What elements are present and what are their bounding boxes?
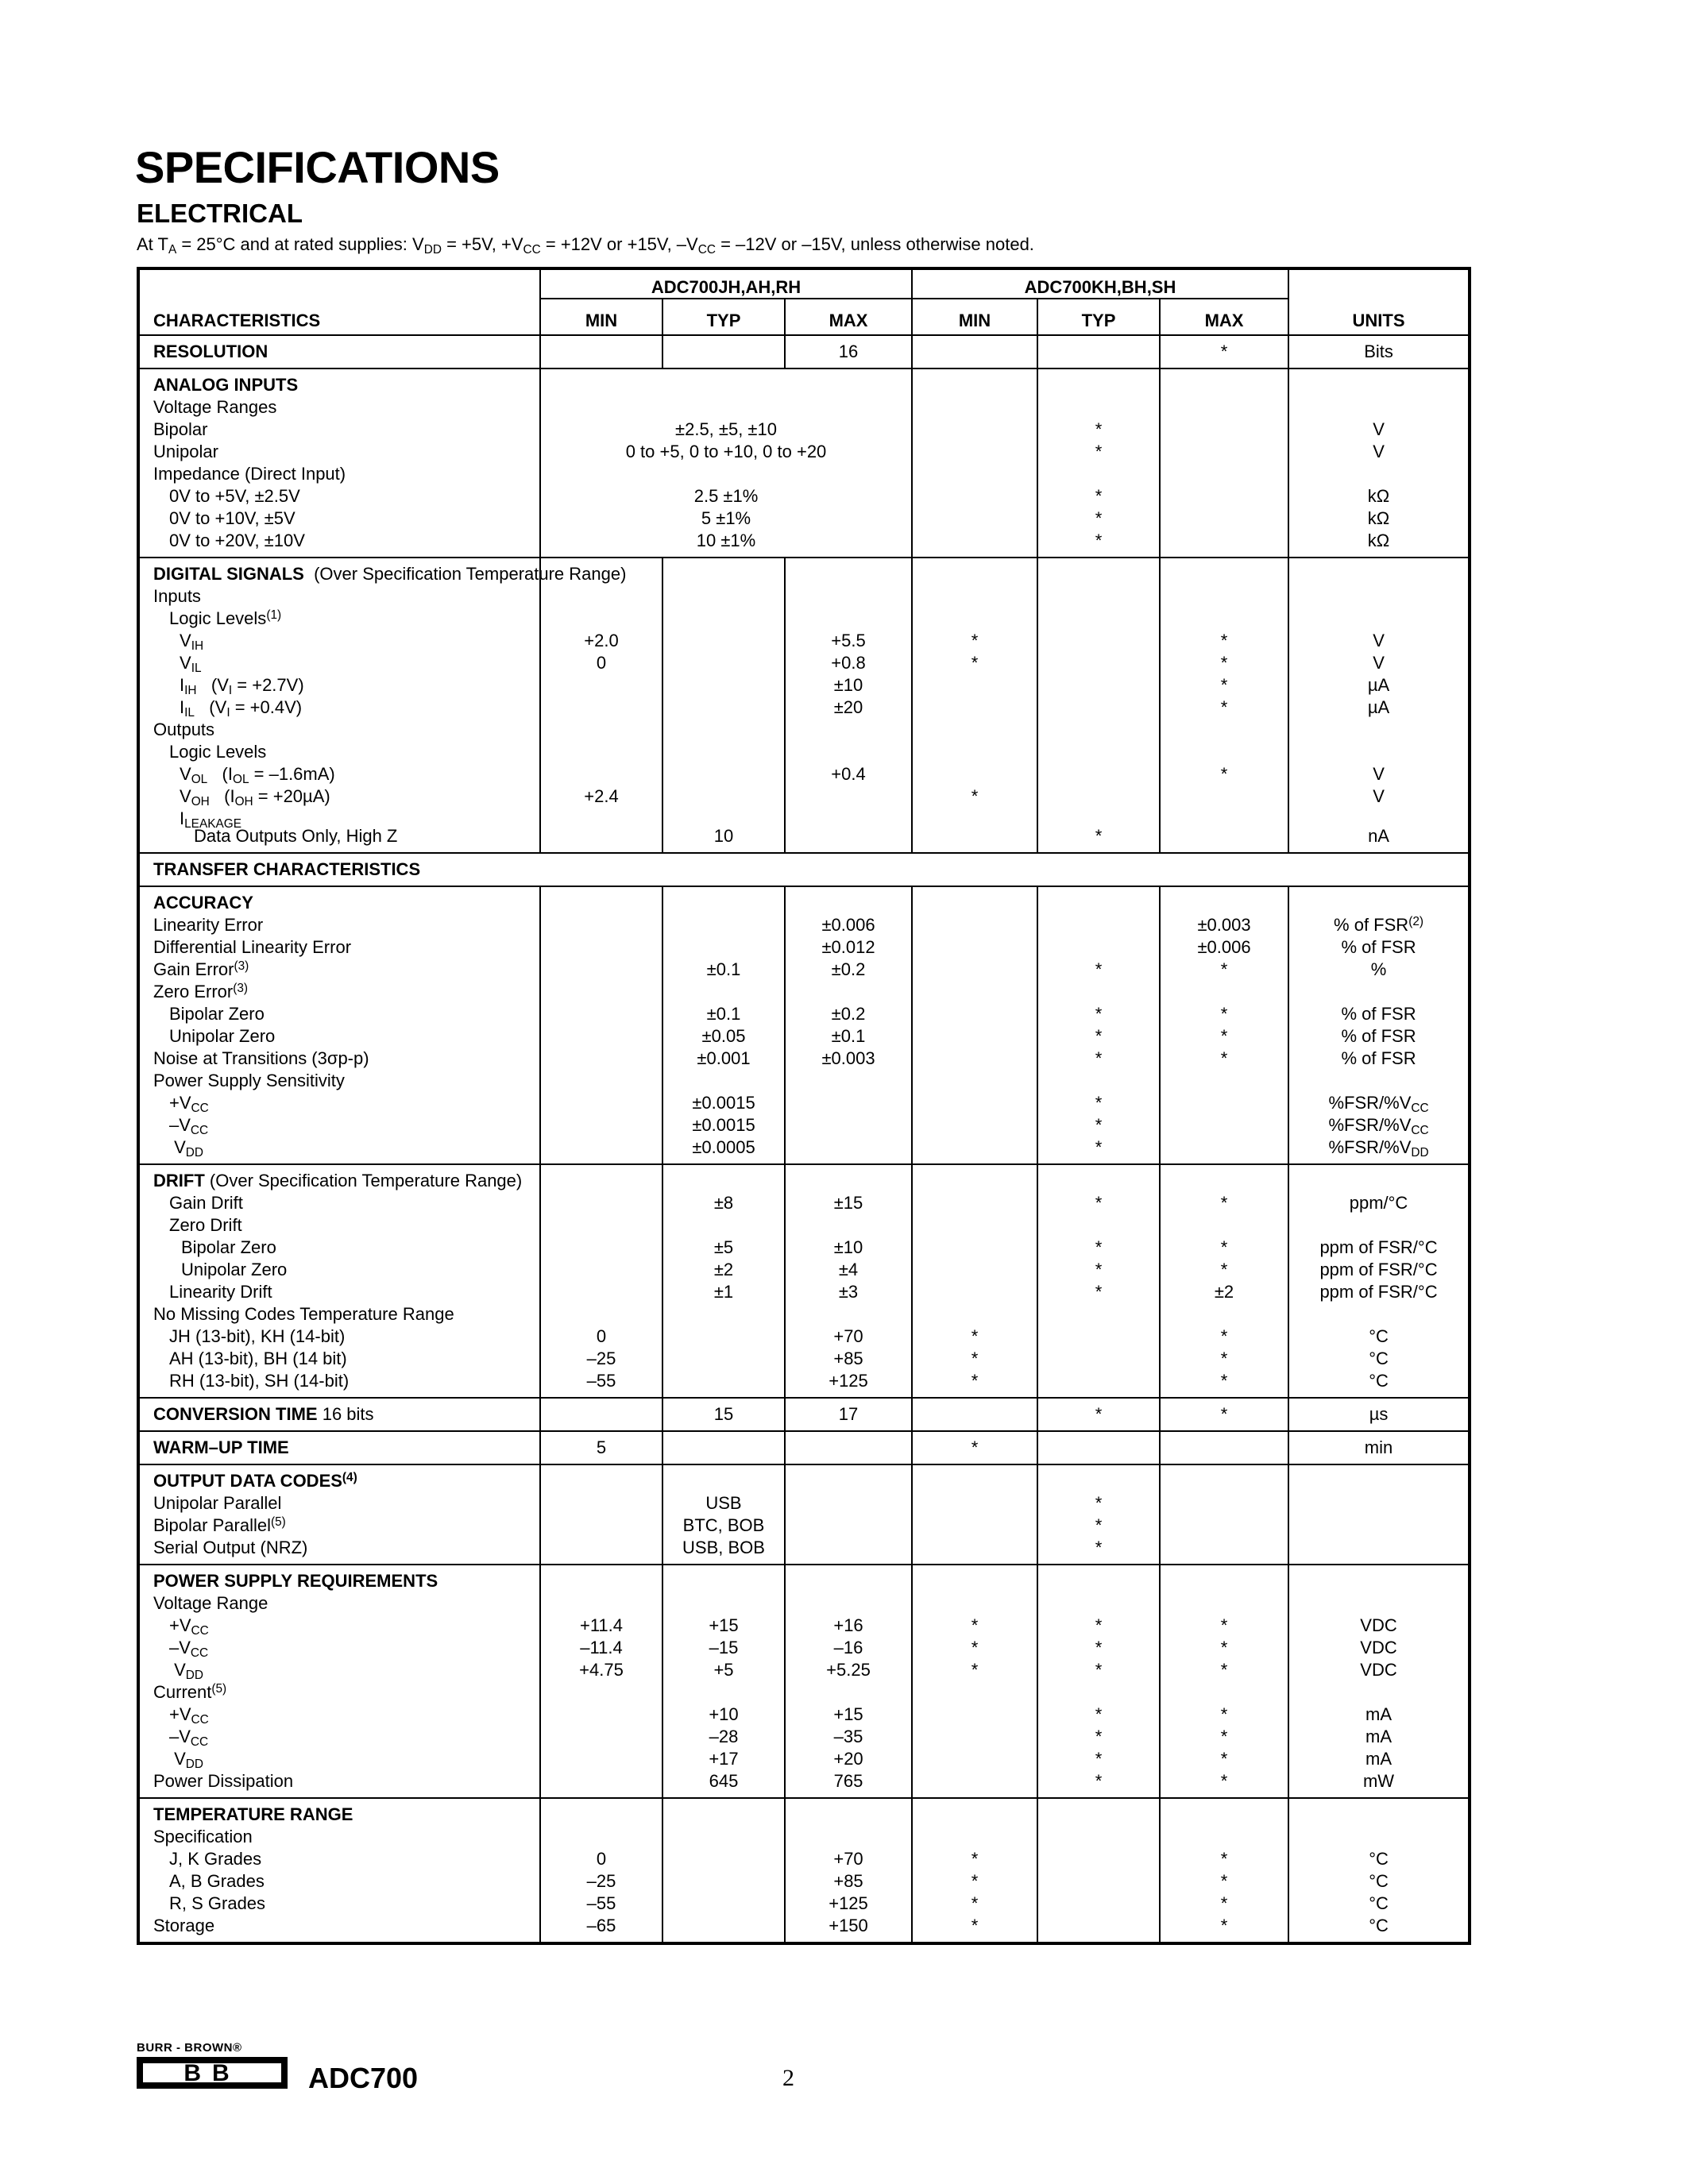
star: * bbox=[1220, 1749, 1228, 1769]
analog-imp3: 0V to +20V, ±10V bbox=[169, 531, 305, 550]
accuracy-pvcc: $+V_{CC}$ bbox=[169, 1093, 209, 1115]
accuracy-nvcc: $-V_{CC}$ bbox=[169, 1115, 209, 1137]
star: * bbox=[1095, 1704, 1103, 1724]
drift-gain-max: ±15 bbox=[833, 1193, 863, 1213]
conversion-units: µs bbox=[1369, 1404, 1389, 1424]
unit-pss-nvcc: $\%FSR/\%V_{CC}$ bbox=[1328, 1115, 1429, 1137]
drift-gain: Gain Drift bbox=[169, 1193, 243, 1213]
star: * bbox=[1095, 1237, 1103, 1257]
unit-pss-vdd: $\%FSR/\%V_{DD}$ bbox=[1328, 1137, 1429, 1160]
svg-text:BB: BB bbox=[183, 2060, 241, 2086]
analog-bipolar: Bipolar bbox=[153, 419, 208, 439]
analog-imp2: 0V to +10V, ±5V bbox=[169, 508, 295, 528]
header-max-2: MAX bbox=[1160, 299, 1288, 335]
conversion-label: CONVERSION TIME bbox=[153, 1404, 318, 1424]
section-accuracy bbox=[138, 886, 1470, 1164]
codes-up-val: USB bbox=[705, 1493, 742, 1513]
star: * bbox=[1095, 1404, 1103, 1424]
uz-max: ±0.1 bbox=[831, 1026, 866, 1046]
star: * bbox=[1095, 1115, 1103, 1135]
temp-st: Storage bbox=[153, 1916, 215, 1935]
nvcc-typ: –15 bbox=[709, 1638, 739, 1657]
star: * bbox=[1220, 1193, 1228, 1213]
unit-kohm: kΩ bbox=[1367, 531, 1390, 550]
star: * bbox=[1095, 1660, 1103, 1680]
digital-inputs: Inputs bbox=[153, 586, 201, 606]
star: * bbox=[971, 631, 979, 650]
star: * bbox=[1220, 1371, 1228, 1391]
nvcc-max: –16 bbox=[833, 1638, 863, 1657]
star: * bbox=[1095, 1727, 1103, 1746]
star: * bbox=[1220, 1004, 1228, 1024]
drift-bz: Bipolar Zero bbox=[181, 1237, 276, 1257]
pvcc-max: +16 bbox=[833, 1615, 863, 1635]
drift-jh: JH (13-bit), KH (14-bit) bbox=[169, 1326, 346, 1346]
unit-fsr: % of FSR bbox=[1341, 1048, 1416, 1068]
analog-imp3-value: 10 ±1% bbox=[696, 531, 756, 550]
unit-ma: mA bbox=[1365, 1749, 1393, 1769]
st-min: –65 bbox=[586, 1916, 616, 1935]
unit-vdc: VDC bbox=[1360, 1615, 1397, 1635]
header-units: UNITS bbox=[1288, 268, 1470, 335]
star: * bbox=[1220, 1349, 1228, 1368]
unit-c: °C bbox=[1369, 1849, 1389, 1869]
ivdd-typ: +17 bbox=[709, 1749, 739, 1769]
ipvcc-max: +15 bbox=[833, 1704, 863, 1724]
ah-max: +85 bbox=[833, 1349, 863, 1368]
unit-vdc: VDC bbox=[1360, 1660, 1397, 1680]
unit-v: V bbox=[1373, 786, 1385, 806]
section-temperature bbox=[138, 1798, 1470, 1943]
star: * bbox=[1095, 508, 1103, 528]
bz-max: ±0.2 bbox=[831, 1004, 866, 1024]
vdd-min: +4.75 bbox=[579, 1660, 624, 1680]
resolution-units: Bits bbox=[1364, 341, 1393, 361]
accuracy-dlin: Differential Linearity Error bbox=[153, 937, 352, 957]
drift-lin-max2: ±2 bbox=[1214, 1282, 1234, 1302]
power-vr: Voltage Range bbox=[153, 1593, 268, 1613]
pvcc-typ: +15 bbox=[709, 1615, 739, 1635]
section-digital-signals bbox=[138, 558, 1470, 853]
drift-gain-typ: ±8 bbox=[713, 1193, 734, 1213]
star: * bbox=[971, 786, 979, 806]
vil-max: +0.8 bbox=[831, 653, 866, 673]
warmup-label: WARM–UP TIME bbox=[153, 1437, 289, 1457]
digital-logic-levels: Logic Levels$^{(1)}$ bbox=[169, 608, 282, 628]
analog-imp1: 0V to +5V, ±2.5V bbox=[169, 486, 300, 506]
section-output-codes bbox=[138, 1464, 1470, 1565]
star: * bbox=[971, 1893, 979, 1913]
noise-typ: ±0.001 bbox=[697, 1048, 751, 1068]
vdd-typ: +5 bbox=[713, 1660, 734, 1680]
ileak-typ: 10 bbox=[713, 826, 734, 846]
unit-pss-pvcc: $\%FSR/\%V_{CC}$ bbox=[1328, 1093, 1429, 1115]
header-group-jh: ADC700JH,AH,RH bbox=[540, 268, 912, 299]
star: * bbox=[971, 1660, 979, 1680]
conversion-max: 17 bbox=[838, 1404, 859, 1424]
power-vdd: $V_{DD}$ bbox=[169, 1660, 204, 1682]
section-subtitle: ELECTRICAL bbox=[137, 199, 303, 228]
vih-min: +2.0 bbox=[584, 631, 619, 650]
iih-max: ±10 bbox=[833, 675, 863, 695]
star: * bbox=[971, 1349, 979, 1368]
star: * bbox=[1095, 1026, 1103, 1046]
drift-uz: Unipolar Zero bbox=[181, 1260, 288, 1279]
unit-c: °C bbox=[1369, 1871, 1389, 1891]
unit-ua: µA bbox=[1367, 697, 1390, 717]
resolution-max: 16 bbox=[838, 341, 859, 361]
digital-ileakage: $I_{LEAKAGE}$ bbox=[180, 808, 241, 831]
page-number: 2 bbox=[782, 2065, 794, 2091]
analog-impedance: Impedance (Direct Input) bbox=[153, 464, 346, 484]
star: * bbox=[1220, 1660, 1228, 1680]
st-max: +150 bbox=[829, 1916, 868, 1935]
gain-max: ±0.2 bbox=[831, 959, 866, 979]
transfer-label: TRANSFER CHARACTERISTICS bbox=[153, 859, 421, 879]
unit-c: °C bbox=[1369, 1326, 1389, 1346]
bz-typ: ±0.1 bbox=[706, 1004, 741, 1024]
star: * bbox=[1095, 1515, 1103, 1535]
digital-label: DIGITAL SIGNALS bbox=[153, 564, 304, 584]
star: * bbox=[1095, 1137, 1103, 1157]
star: * bbox=[1095, 1771, 1103, 1791]
unit-dlin: % of FSR bbox=[1341, 937, 1416, 957]
star: * bbox=[1220, 1916, 1228, 1935]
unit-v: V bbox=[1373, 764, 1385, 784]
test-conditions: At $T_A = 25^\circ C$ and at rated supplies: $V_{DD} = +5V$, $+V_{CC} = +12V$ or +15V, $-V_{CC} = -12V$ or –15V, unless otherwise noted. bbox=[137, 234, 1034, 257]
star: * bbox=[1220, 1871, 1228, 1891]
star: * bbox=[1095, 1282, 1103, 1302]
uz-typ: ±0.05 bbox=[701, 1026, 746, 1046]
digital-iih: $I_{IH}$ $(V_I = +2.7V)$ bbox=[180, 675, 304, 697]
star: * bbox=[971, 1916, 979, 1935]
star: * bbox=[1095, 1493, 1103, 1513]
dlin-max2: ±0.006 bbox=[1197, 937, 1251, 957]
header-min: MIN bbox=[540, 299, 662, 335]
power-label: POWER SUPPLY REQUIREMENTS bbox=[153, 1571, 438, 1591]
rh-min: –55 bbox=[586, 1371, 616, 1391]
analog-unipolar: Unipolar bbox=[153, 442, 218, 461]
unit-v: V bbox=[1373, 631, 1385, 650]
header-group-kh: ADC700KH,BH,SH bbox=[912, 268, 1288, 299]
accuracy-lin: Linearity Error bbox=[153, 915, 264, 935]
codes-bp: Bipolar Parallel$^{(5)}$ bbox=[153, 1515, 286, 1535]
jk-min: 0 bbox=[596, 1849, 607, 1869]
unit-fsr: % of FSR bbox=[1341, 1026, 1416, 1046]
accuracy-label: ACCURACY bbox=[153, 893, 253, 913]
accuracy-pss: Power Supply Sensitivity bbox=[153, 1071, 345, 1090]
unit-v: V bbox=[1373, 442, 1385, 461]
digital-logic-levels-out: Logic Levels bbox=[169, 742, 267, 762]
star: * bbox=[1095, 1260, 1103, 1279]
unit-ppm: ppm of FSR/°C bbox=[1319, 1237, 1438, 1257]
accuracy-vdd: $V_{DD}$ bbox=[169, 1137, 204, 1160]
analog-voltage-ranges: Voltage Ranges bbox=[153, 397, 277, 417]
star: * bbox=[971, 1371, 979, 1391]
unit-ma: mA bbox=[1365, 1727, 1393, 1746]
star: * bbox=[1220, 1727, 1228, 1746]
star: * bbox=[1095, 1749, 1103, 1769]
ah-min: –25 bbox=[586, 1349, 616, 1368]
vil-min: 0 bbox=[596, 653, 607, 673]
star: * bbox=[1220, 1849, 1228, 1869]
star: * bbox=[1220, 764, 1228, 784]
star: * bbox=[1220, 1237, 1228, 1257]
conversion-typ: 15 bbox=[713, 1404, 734, 1424]
pd-max: 765 bbox=[833, 1771, 863, 1791]
star: * bbox=[1095, 959, 1103, 979]
voh-min: +2.4 bbox=[584, 786, 619, 806]
star: * bbox=[971, 1615, 979, 1635]
star: * bbox=[1095, 1048, 1103, 1068]
unit-v: V bbox=[1373, 419, 1385, 439]
star: * bbox=[1095, 1093, 1103, 1113]
star: * bbox=[1220, 1615, 1228, 1635]
analog-unipolar-value: 0 to +5, 0 to +10, 0 to +20 bbox=[625, 442, 827, 461]
analog-label: ANALOG INPUTS bbox=[153, 375, 299, 395]
section-power bbox=[138, 1565, 1470, 1798]
codes-label: OUTPUT DATA CODES$^{(4)}$ bbox=[153, 1471, 357, 1491]
analog-imp2-value: 5 ±1% bbox=[701, 508, 751, 528]
pd-typ: 645 bbox=[709, 1771, 739, 1791]
ab-max: +85 bbox=[833, 1871, 863, 1891]
header-typ: TYP bbox=[662, 299, 785, 335]
section-transfer bbox=[138, 853, 1470, 886]
digital-iil: $I_{IL}$ $(V_I = +0.4V)$ bbox=[180, 697, 303, 720]
power-nvcc: $-V_{CC}$ bbox=[169, 1638, 209, 1660]
star: * bbox=[1220, 1026, 1228, 1046]
digital-vol: $V_{OL}$ $(I_{OL} = -1.6mA)$ bbox=[180, 764, 335, 786]
unit-gain: % bbox=[1370, 959, 1387, 979]
section-resolution bbox=[138, 335, 1470, 369]
unit-v: V bbox=[1373, 653, 1385, 673]
star: * bbox=[1095, 531, 1103, 550]
digital-vil: $V_{IL}$ bbox=[180, 653, 202, 675]
unit-kohm: kΩ bbox=[1367, 508, 1390, 528]
accuracy-bz: Bipolar Zero bbox=[169, 1004, 265, 1024]
unit-gain-drift: ppm/°C bbox=[1349, 1193, 1408, 1213]
star: * bbox=[1220, 1638, 1228, 1657]
lin-max: ±0.006 bbox=[821, 915, 875, 935]
accuracy-noise: Noise at Transitions (3σp-p) bbox=[153, 1048, 369, 1068]
resolution-max2: * bbox=[1220, 341, 1228, 361]
section-conversion-time bbox=[138, 1398, 1470, 1431]
section-drift bbox=[138, 1164, 1470, 1398]
digital-voh: $V_{OH}$ $(I_{OH} = +20\mu A)$ bbox=[180, 786, 330, 808]
section-warmup bbox=[138, 1431, 1470, 1464]
rs-max: +125 bbox=[829, 1893, 868, 1913]
power-pvcc: $+V_{CC}$ bbox=[169, 1615, 209, 1638]
drift-lin-max: ±3 bbox=[838, 1282, 859, 1302]
star: * bbox=[1095, 442, 1103, 461]
star: * bbox=[1095, 826, 1103, 846]
unit-ppm: ppm of FSR/°C bbox=[1319, 1260, 1438, 1279]
star: * bbox=[1220, 697, 1228, 717]
star: * bbox=[1095, 1615, 1103, 1635]
unit-ppm: ppm of FSR/°C bbox=[1319, 1282, 1438, 1302]
star: * bbox=[971, 1638, 979, 1657]
unit-na: nA bbox=[1368, 826, 1389, 846]
accuracy-uz: Unipolar Zero bbox=[169, 1026, 276, 1046]
invcc-max: –35 bbox=[833, 1727, 863, 1746]
resolution-label: RESOLUTION bbox=[153, 341, 268, 361]
temp-jk: J, K Grades bbox=[169, 1849, 262, 1869]
unit-ua: µA bbox=[1367, 675, 1390, 695]
temp-spec: Specification bbox=[153, 1827, 253, 1846]
star: * bbox=[1220, 1771, 1228, 1791]
star: * bbox=[971, 1849, 979, 1869]
power-ipvcc: $+V_{CC}$ bbox=[169, 1704, 209, 1727]
dlin-max: ±0.012 bbox=[821, 937, 875, 957]
star: * bbox=[971, 653, 979, 673]
star: * bbox=[971, 1326, 979, 1346]
unit-c: °C bbox=[1369, 1893, 1389, 1913]
iil-max: ±20 bbox=[833, 697, 863, 717]
power-pd: Power Dissipation bbox=[153, 1771, 294, 1791]
warmup-units: min bbox=[1364, 1437, 1393, 1457]
accuracy-zero: Zero Error$^{(3)}$ bbox=[153, 982, 249, 1001]
temp-label: TEMPERATURE RANGE bbox=[153, 1804, 353, 1824]
unit-fsr: % of FSR bbox=[1341, 1004, 1416, 1024]
header-row-groups bbox=[138, 268, 1470, 299]
vih-max: +5.5 bbox=[831, 631, 866, 650]
codes-so: Serial Output (NRZ) bbox=[153, 1538, 308, 1557]
unit-kohm: kΩ bbox=[1367, 486, 1390, 506]
star: * bbox=[1220, 1326, 1228, 1346]
nvcc-min: –11.4 bbox=[580, 1638, 623, 1657]
unit-vdc: VDC bbox=[1360, 1638, 1397, 1657]
power-invcc: $-V_{CC}$ bbox=[169, 1727, 209, 1749]
lin-max2: ±0.003 bbox=[1197, 915, 1251, 935]
star: * bbox=[1220, 1260, 1228, 1279]
star: * bbox=[1095, 1004, 1103, 1024]
temp-ab: A, B Grades bbox=[169, 1871, 265, 1891]
star: * bbox=[971, 1871, 979, 1891]
drift-label-note: (Over Specification Temperature Range) bbox=[209, 1171, 523, 1190]
star: * bbox=[1220, 631, 1228, 650]
unit-c: °C bbox=[1369, 1916, 1389, 1935]
power-ivdd: $V_{DD}$ bbox=[169, 1749, 204, 1771]
codes-bp-val: BTC, BOB bbox=[682, 1515, 765, 1535]
section-analog-inputs bbox=[138, 369, 1470, 558]
star: * bbox=[1220, 1404, 1228, 1424]
star: * bbox=[971, 1437, 979, 1457]
header-max: MAX bbox=[785, 299, 912, 335]
ab-min: –25 bbox=[586, 1871, 616, 1891]
unit-c: °C bbox=[1369, 1371, 1389, 1391]
vol-max: +0.4 bbox=[831, 764, 866, 784]
ivdd-max: +20 bbox=[833, 1749, 863, 1769]
drift-rh: RH (13-bit), SH (14-bit) bbox=[169, 1371, 350, 1391]
digital-outputs: Outputs bbox=[153, 720, 215, 739]
page-title: SPECIFICATIONS bbox=[135, 142, 500, 192]
star: * bbox=[1095, 1638, 1103, 1657]
power-current: Current$^{(5)}$ bbox=[153, 1682, 227, 1702]
star: * bbox=[1220, 653, 1228, 673]
unit-ma: mA bbox=[1365, 1704, 1393, 1724]
conversion-note: 16 bits bbox=[322, 1404, 374, 1424]
vdd-typ: ±0.0005 bbox=[692, 1137, 755, 1157]
star: * bbox=[1220, 959, 1228, 979]
star: * bbox=[1095, 419, 1103, 439]
drift-ah: AH (13-bit), BH (14 bit) bbox=[169, 1349, 347, 1368]
temp-rs: R, S Grades bbox=[169, 1893, 266, 1913]
jh-max: +70 bbox=[833, 1326, 863, 1346]
unit-c: °C bbox=[1369, 1349, 1389, 1368]
rs-min: –55 bbox=[586, 1893, 616, 1913]
noise-max: ±0.003 bbox=[821, 1048, 875, 1068]
rh-max: +125 bbox=[829, 1371, 868, 1391]
digital-label-note: (Over Specification Temperature Range) bbox=[314, 564, 627, 584]
drift-zero: Zero Drift bbox=[169, 1215, 242, 1235]
codes-up: Unipolar Parallel bbox=[153, 1493, 282, 1513]
digital-vih: $V_{IH}$ bbox=[180, 631, 204, 653]
header-characteristics: CHARACTERISTICS bbox=[138, 268, 540, 335]
drift-lin: Linearity Drift bbox=[169, 1282, 272, 1302]
star: * bbox=[1220, 675, 1228, 695]
star: * bbox=[1220, 1048, 1228, 1068]
model-number: ADC700 bbox=[308, 2062, 419, 2094]
unit-mw: mW bbox=[1362, 1771, 1395, 1791]
codes-so-val: USB, BOB bbox=[682, 1538, 765, 1557]
invcc-typ: –28 bbox=[709, 1727, 739, 1746]
drift-uz-max: ±4 bbox=[838, 1260, 859, 1279]
brand-name: BURR - BROWN® bbox=[137, 2041, 242, 2055]
accuracy-gain: Gain Error$^{(3)}$ bbox=[153, 959, 249, 979]
vdd-max: +5.25 bbox=[826, 1660, 871, 1680]
analog-imp1-value: 2.5 ±1% bbox=[693, 486, 759, 506]
jk-max: +70 bbox=[833, 1849, 863, 1869]
pvcc-min: +11.4 bbox=[579, 1615, 624, 1635]
warmup-min: 5 bbox=[596, 1437, 607, 1457]
drift-uz-typ: ±2 bbox=[713, 1260, 734, 1279]
star: * bbox=[1220, 1893, 1228, 1913]
drift-nmc: No Missing Codes Temperature Range bbox=[153, 1304, 454, 1324]
burr-brown-logo-icon bbox=[137, 2054, 288, 2092]
specifications-table bbox=[137, 267, 1471, 1945]
ipvcc-typ: +10 bbox=[709, 1704, 739, 1724]
unit-lin: % of FSR$^{(2)}$ bbox=[1334, 915, 1423, 935]
analog-bipolar-value: ±2.5, ±5, ±10 bbox=[675, 419, 777, 439]
pvcc-typ: ±0.0015 bbox=[692, 1093, 755, 1113]
header-typ-2: TYP bbox=[1037, 299, 1160, 335]
drift-bz-max: ±10 bbox=[833, 1237, 863, 1257]
star: * bbox=[1095, 486, 1103, 506]
drift-lin-typ: ±1 bbox=[713, 1282, 734, 1302]
star: * bbox=[1095, 1538, 1103, 1557]
header-min-2: MIN bbox=[912, 299, 1037, 335]
star: * bbox=[1220, 1704, 1228, 1724]
gain-typ: ±0.1 bbox=[706, 959, 741, 979]
jh-min: 0 bbox=[596, 1326, 607, 1346]
star: * bbox=[1095, 1193, 1103, 1213]
digital-data-outputs: Data Outputs Only, High Z bbox=[194, 826, 398, 846]
nvcc-typ: ±0.0015 bbox=[692, 1115, 755, 1135]
drift-bz-typ: ±5 bbox=[713, 1237, 734, 1257]
drift-label: DRIFT bbox=[153, 1171, 205, 1190]
